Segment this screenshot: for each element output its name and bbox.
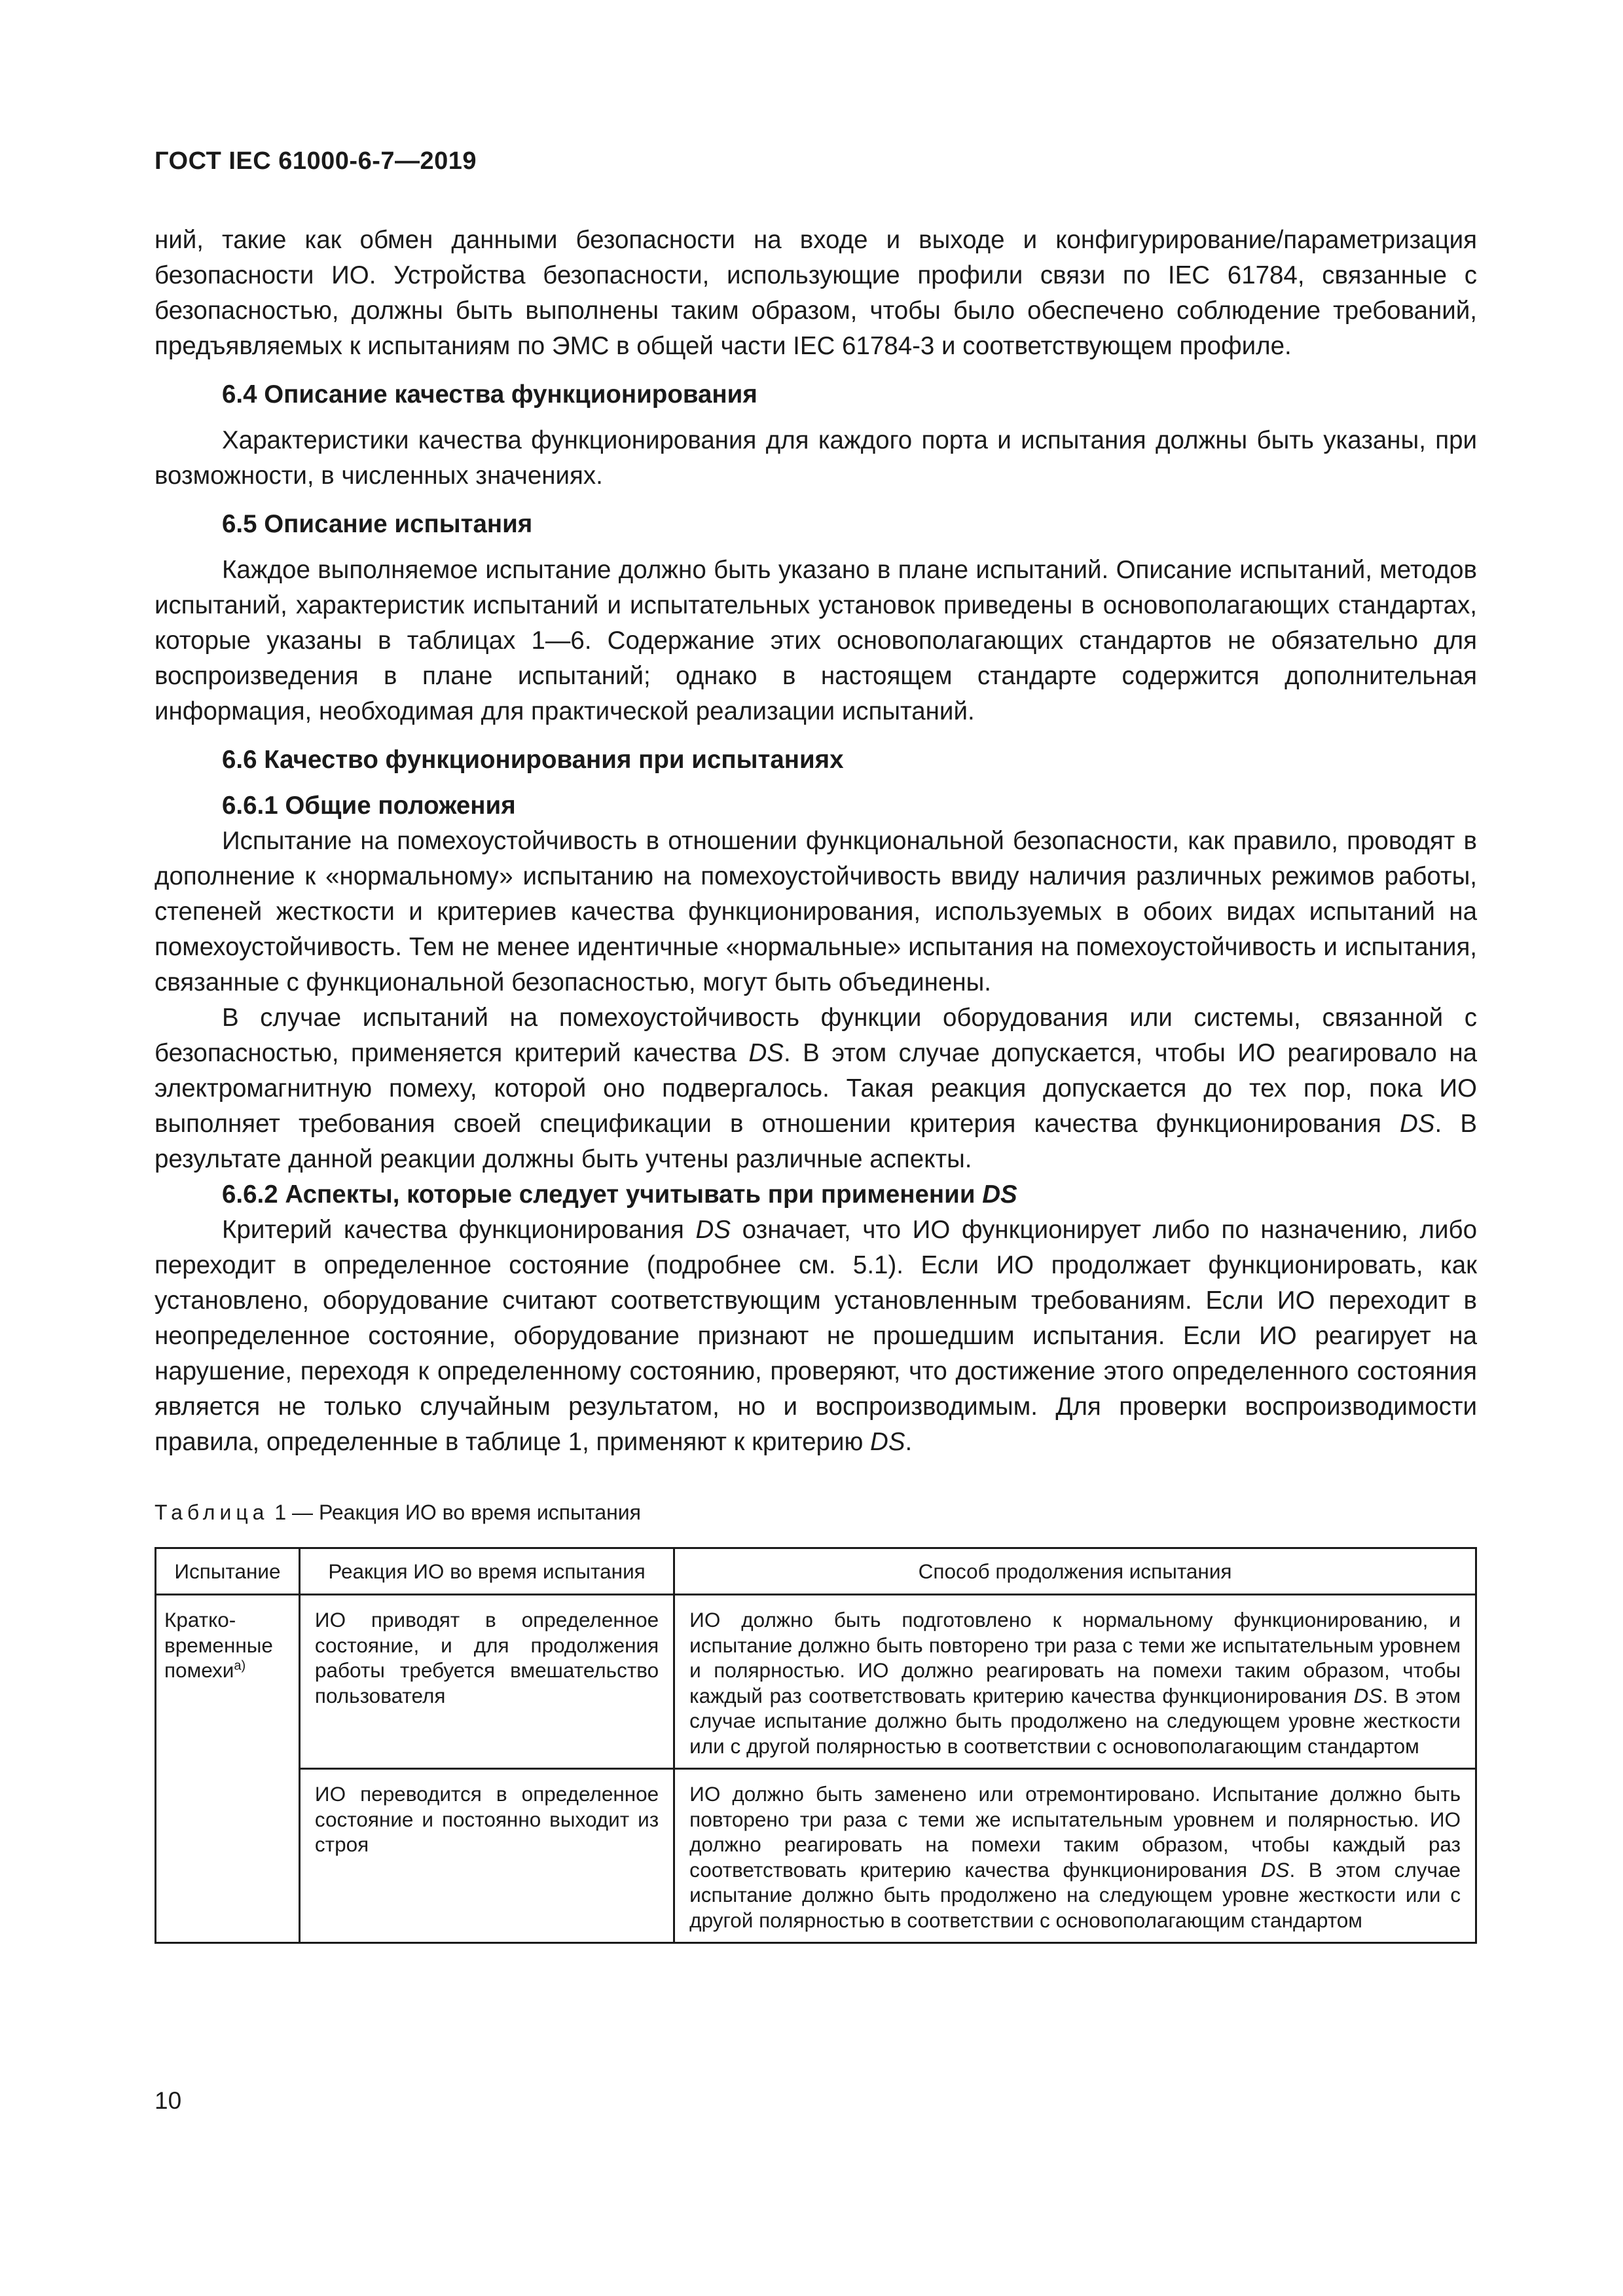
table-row (156, 1769, 1476, 1943)
intro-paragraph: ний, такие как обмен данными безопасности на входе и выходе и конфигурирование/параметризация безопасности ИО. Устройства безопасности, использующие профили связи по IEC 61784, связанные с безопасностью, должны быть выполнены таким образом, чтобы было обеспечено соблюдение требований, предъявляемых к испытаниям по ЭМС в общей части IEC 61784-3 и соответствующем профиле. (155, 226, 1477, 360)
table-row (156, 1595, 1476, 1769)
section-6-5-title: 6.5 Описание испытания (222, 510, 533, 538)
section-6-6-1-title: 6.6.1 Общие положения (222, 792, 516, 820)
section-6-6-1-paragraph-2: В случае испытаний на помехоустойчивость функции оборудования или системы, связанной с безопасностью, применяется критерий качества DS. В этом случае допускается, чтобы ИО реагировало на электромагнитную помеху, которой оно подвергалось. Такая реакция допускается до тех пор, пока ИО выполняет требования своей спецификации в отношении критерия качества функционирования DS. В результате данной реакции должны быть учтены различные аспекты. (155, 1004, 1478, 1173)
cell-reaction-1: ИО приводят в определенное состояние, и для продолжения работы требуется вмешательство пользователя (299, 1595, 674, 1769)
cell-reaction-2: ИО переводится в определенное состояние и постоянно выходит из строя (299, 1769, 674, 1943)
section-6-5-text: Каждое выполняемое испытание должно быть указано в плане испытаний. Описание испытаний, методов испытаний, характеристик испытаний и испытательных установок приведены в основополагающих стандартах, которые указаны в таблицах 1—6. Содержание этих основополагающих стандартов не обязательно для воспроизведения в плане испытаний; однако в настоящем стандарте содержится дополнительная информация, необходимая для практической реализации испытаний. (155, 556, 1477, 725)
table-caption-text: 1 — Реакция ИО во время испытания (274, 1501, 641, 1524)
document-header: ГОСТ IEC 61000-6-7—2019 (155, 147, 477, 175)
header-test: Испытание (156, 1548, 300, 1595)
section-6-6-1-paragraph-1: Испытание на помехоустойчивость в отношении функциональной безопасности, как правило, проводят в дополнение к «нормальному» испытанию на помехоустойчивость ввиду наличия различных режимов работы, степеней жесткости и критериев качества функционирования, используемых в обоих видах испытаний на помехоустойчивость. Тем не менее идентичные «нормальные» испытания на помехоустойчивость и испытания, связанные с функциональной безопасностью, могут быть объединены. (155, 827, 1477, 996)
table-header-row (156, 1548, 1476, 1595)
reaction-table (155, 1547, 1477, 1944)
table-caption (155, 1499, 641, 1525)
header-reaction: Реакция ИО во время испытания (299, 1548, 674, 1595)
section-6-6-title: 6.6 Качество функционирования при испытаниях (222, 746, 844, 774)
section-6-4-title: 6.4 Описание качества функционирования (222, 380, 757, 409)
cell-method-2: ИО должно быть заменено или отремонтировано. Испытание должно быть повторено три раза с теми же испытательным уровнем и полярностью. ИО должно реагировать на помехи таким образом, чтобы каждый раз соответствовать критерию качества функционирования DS. В этом случае испытание должно быть продолжено на следующем уровне жесткости или с другой полярностью в соответствии с основополагающим стандартом (674, 1769, 1476, 1943)
section-6-4-text: Характеристики качества функционирования для каждого порта и испытания должны быть указаны, при возможности, в численных значениях. (155, 426, 1477, 490)
cell-test-type: Кратко-временные помехи$^{а)}$ (156, 1595, 300, 1943)
document-body (155, 223, 1477, 1460)
table-caption-word: Таблица (155, 1501, 269, 1524)
section-6-6-2-paragraph: Критерий качества функционирования DS означает, что ИО функционирует либо по назначению, либо переходит в определенное состояние (подробнее см. 5.1). Если ИО продолжает функционировать, как установлено, оборудование считают соответствующим установленным требованиям. Если ИО переходит в неопределенное состояние, оборудование признают не прошедшим испытания. Если ИО реагирует на нарушение, переходя к определенному состоянию, проверяют, что достижение этого определенного состояния является не только случайным результатом, но и воспроизводимым. Для проверки воспроизводимости правила, определенные в таблице 1, применяют к критерию DS. (155, 1216, 1477, 1456)
header-method: Способ продолжения испытания (674, 1548, 1476, 1595)
section-6-6-2-title: 6.6.2 Аспекты, которые следует учитывать при применении DS (222, 1180, 1017, 1209)
cell-method-1: ИО должно быть подготовлено к нормальному функционированию, и испытание должно быть повторено три раза с теми же испытательным уровнем и полярностью. ИО должно реагировать на помехи таким образом, чтобы каждый раз соответствовать критерию качества функционирования DS. В этом случае испытание должно быть продолжено на следующем уровне жесткости или с другой полярностью в соответствии с основополагающим стандартом (674, 1595, 1476, 1769)
page-number: 10 (155, 2087, 182, 2114)
